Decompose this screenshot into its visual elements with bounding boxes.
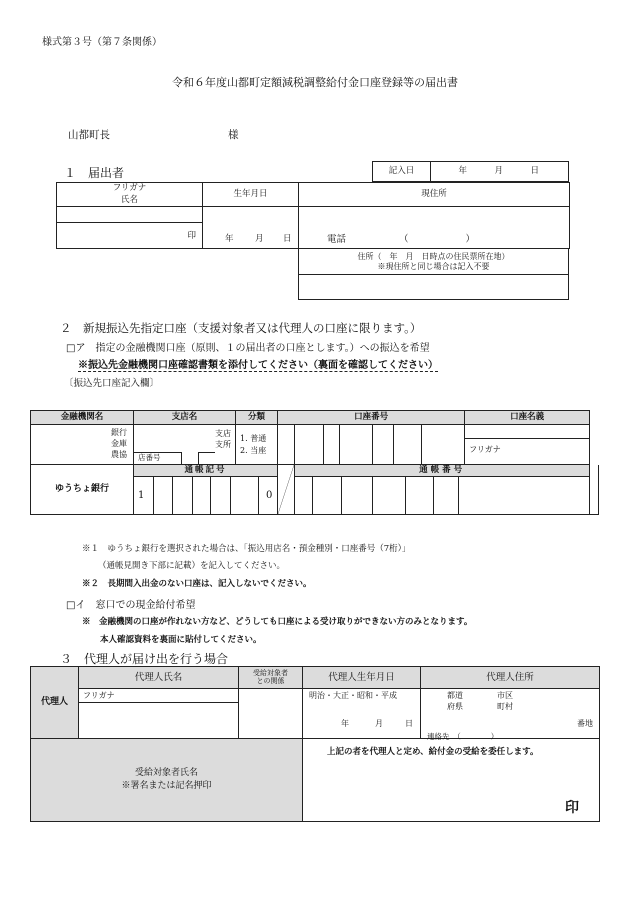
pref-line2: 府県 [447, 701, 463, 711]
account-digit-4[interactable] [340, 425, 373, 465]
bank-type-bank: 銀行 [111, 428, 127, 438]
note1-line1: ※１ ゆうちょ銀行を選択された場合は、「振込用店名・預金種別・口座番号（7桁）」 [82, 544, 411, 554]
recipient-line1: 受給対象者氏名 [134, 767, 198, 778]
account-digit-1[interactable] [278, 425, 295, 465]
delegation-text: 上記の者を代理人と定め、給付金の受給を委任します。 [327, 747, 539, 757]
addressee-honorific: 様 [228, 129, 239, 141]
proxy-birth-day-unit: 日 [405, 719, 413, 728]
proxy-name-header: 代理人氏名 [79, 667, 239, 689]
field-label: 〔振込先口座記入欄〕 [64, 378, 160, 389]
prior-address-line2: ※現住所と同じ場合は記入不要 [377, 261, 490, 271]
account-digit-7[interactable] [422, 425, 465, 465]
account-digit-3[interactable] [324, 425, 340, 465]
page-title: 令和６年度山都町定額減税調整給付金口座登録等の届出書 [172, 76, 458, 89]
birth-month-unit: 月 [255, 234, 264, 245]
holder-header: 口座名義 [465, 411, 590, 425]
holder-input[interactable] [465, 425, 590, 465]
entry-month-unit: 月 [494, 165, 504, 176]
recipient-seal-mark: 印 [565, 799, 579, 816]
prior-address-header [299, 249, 569, 275]
pref-line1: 都道 [447, 691, 463, 700]
passbook-symbol-header: 通帳記号 [134, 465, 278, 477]
birth-date-input[interactable] [203, 207, 299, 249]
passbook-number-input[interactable] [295, 477, 590, 515]
bank-name-header: 金融機関名 [31, 411, 134, 425]
branch-name-header: 支店名 [134, 411, 236, 425]
branch-name-input[interactable] [134, 425, 236, 465]
proxy-birth-input[interactable] [303, 689, 421, 739]
attach-note: ※振込先金融機関口座確認書類を添付してください（裏面を確認してください） [78, 356, 438, 372]
account-type-input[interactable] [236, 425, 278, 465]
city-line2: 町村 [497, 701, 513, 711]
proxy-furigana-label: フリガナ [83, 690, 115, 700]
name-input[interactable] [57, 223, 203, 249]
cash-note1: ※ 金融機関の口座が作れない方など、どうしても口座による受け取りができない方のみとなります。 [82, 617, 473, 627]
entry-year-unit: 年 [458, 165, 468, 176]
yucho-label: ゆうちょ銀行 [31, 465, 134, 515]
entry-date-label: 記入日 [373, 162, 431, 182]
account-type-toza: 2. 当座 [240, 445, 267, 455]
relation-header [239, 667, 303, 689]
branch-number-label: 店番号 [134, 452, 182, 464]
cash-note2: 本人確認資料を裏面に貼付してください。 [100, 635, 262, 645]
address-input[interactable] [299, 207, 570, 249]
account-digit-5[interactable] [373, 425, 394, 465]
entry-day-unit: 日 [530, 165, 540, 176]
bank-name-input[interactable] [31, 425, 134, 465]
proxy-furigana-input[interactable] [79, 689, 239, 703]
birth-year-unit: 年 [225, 234, 234, 245]
recipient-name-header [31, 739, 303, 822]
contact-label: 連絡先 （ ） [427, 732, 499, 741]
bank-table [30, 410, 599, 515]
phone-parens: （ ） [399, 234, 476, 246]
birth-day-unit: 日 [283, 234, 292, 245]
applicant-table [56, 182, 570, 249]
account-digit-6[interactable] [394, 425, 422, 465]
branch-type-shiten: 支店 [215, 429, 232, 438]
bank-type-kinko: 金庫 [111, 439, 127, 449]
prior-address-input[interactable] [299, 275, 569, 300]
seal-mark: 印 [187, 231, 196, 242]
holder-furigana-label: フリガナ [469, 445, 501, 454]
symbol-first-digit: 1 [138, 490, 145, 501]
bank-type-nokyo: 農協 [111, 449, 127, 459]
account-type-futsu: 1. 普通 [240, 434, 267, 444]
recipient-line2: ※署名または記名押印 [121, 781, 212, 791]
era-options: 明治・大正・昭和・平成 [309, 691, 397, 700]
holder-name-input[interactable] [590, 465, 599, 515]
name-header: 氏名 [57, 194, 203, 207]
diagonal-line-icon [278, 465, 294, 514]
entry-date-table [372, 161, 569, 182]
birth-date-header: 生年月日 [203, 183, 299, 207]
type-header: 分類 [236, 411, 278, 425]
proxy-table [30, 666, 600, 822]
note1-line2: （通帳見開き下部に記載）を記入してください。 [98, 561, 286, 571]
relation-line1: 受給対象者 [253, 668, 288, 677]
account-digit-2[interactable] [295, 425, 324, 465]
passbook-symbol-input[interactable] [134, 477, 278, 515]
proxy-birth-year-unit: 年 [341, 719, 349, 728]
phone-label: 電話 [327, 234, 347, 246]
proxy-name-input[interactable] [79, 703, 239, 739]
proxy-address-header: 代理人住所 [421, 667, 600, 689]
delegation-signature-field[interactable] [303, 739, 600, 822]
section1-heading: １ 届出者 [64, 166, 125, 180]
branch-type-shisho: 支所 [215, 439, 232, 449]
relation-input[interactable] [239, 689, 303, 739]
furigana-header: フリガナ [57, 183, 203, 194]
proxy-birth-month-unit: 月 [375, 719, 383, 728]
proxy-label: 代理人 [31, 667, 79, 739]
passbook-number-header: 通帳番号 [295, 465, 590, 477]
option-a-checkbox[interactable]: □ア 指定の金融機関口座（原則、１の届出者の口座とします。）への振込を希望 [66, 343, 430, 354]
city-line1: 市区 [497, 691, 513, 700]
form-number: 様式第３号（第７条関係） [42, 37, 162, 48]
banchi-label: 番地 [577, 719, 593, 728]
proxy-birth-header: 代理人生年月日 [303, 667, 421, 689]
entry-date-field[interactable] [431, 162, 569, 182]
branch-digit[interactable] [198, 452, 215, 464]
symbol-last-digit: 0 [266, 490, 273, 501]
section3-heading: ３ 代理人が届け出を行う場合 [60, 652, 229, 666]
note2: ※２ 長期間入出金のない口座は、記入しないでください。 [82, 579, 312, 589]
relation-line2: との関係 [256, 676, 285, 685]
furigana-input[interactable] [57, 207, 203, 223]
account-number-header: 口座番号 [278, 411, 465, 425]
prior-address-line1: 住所（ 年 月 日時点の住民票所在地） [357, 251, 510, 261]
passbook-diagonal [278, 465, 295, 515]
proxy-address-input[interactable] [421, 689, 600, 739]
option-i-checkbox[interactable]: □イ 窓口での現金給付希望 [66, 600, 196, 611]
address-header: 現住所 [299, 183, 570, 207]
prior-address-table [298, 248, 569, 300]
addressee-name: 山都町長 [68, 129, 110, 141]
section2-heading: ２ 新規振込先指定口座（支援対象者又は代理人の口座に限ります。） [60, 321, 422, 335]
